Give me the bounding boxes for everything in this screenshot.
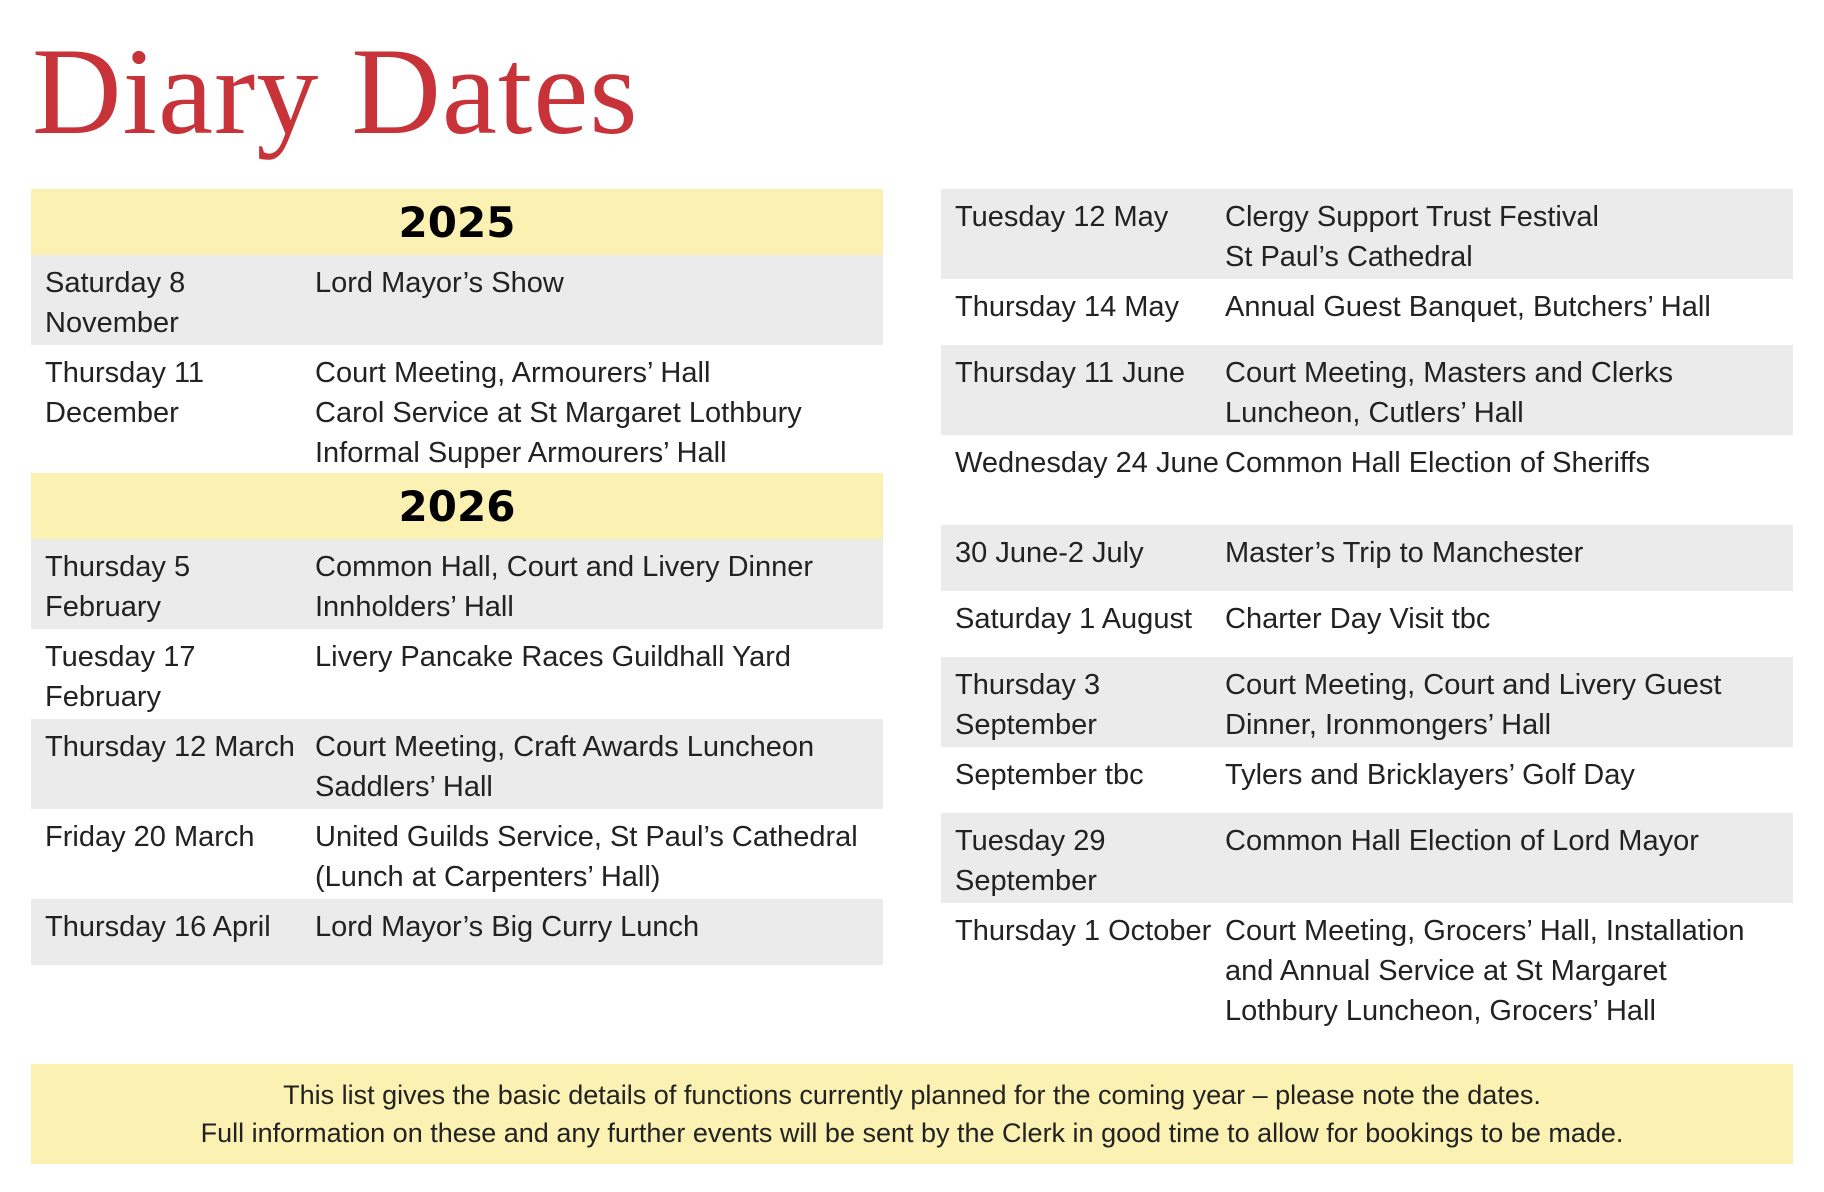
event-row [941,435,1793,525]
event-row [31,345,883,473]
event-row [31,255,883,345]
event-row [31,899,883,965]
event-description: Court Meeting, Grocers’ Hall, Installation and Annual Service at St Margaret Lothbury Luncheon, Grocers’ Hall [1225,915,1745,1027]
event-description: Common Hall Election of Sheriffs [1225,447,1650,479]
year-header-2026: 2026 [31,473,883,539]
event-description: Lord Mayor’s Big Curry Lunch [315,911,700,943]
event-description: Court Meeting, Masters and Clerks Luncheon, Cutlers’ Hall [1225,357,1674,429]
year-header-2025: 2025 [31,189,883,255]
event-description: Common Hall, Court and Livery Dinner Innholders’ Hall [315,551,814,623]
event-date: Wednesday 24 June [955,447,1219,479]
event-date: Tuesday 29 September [955,825,1106,897]
event-description: Common Hall Election of Lord Mayor [1225,825,1699,857]
event-row [941,279,1793,345]
event-date: Tuesday 12 May [955,201,1169,233]
event-date: Thursday 3 September [955,669,1101,741]
event-description: Tylers and Bricklayers’ Golf Day [1225,759,1635,791]
event-date: September tbc [955,759,1144,791]
event-date: Thursday 11 June [955,357,1185,389]
event-description: Court Meeting, Craft Awards Luncheon Saddlers’ Hall [315,731,815,803]
event-description: United Guilds Service, St Paul’s Cathedral (Lunch at Carpenters’ Hall) [315,821,858,893]
event-row [31,809,883,899]
event-row [31,539,883,629]
event-date: Thursday 16 April [45,911,271,943]
event-row [941,591,1793,657]
event-row [941,903,1793,1031]
page-title: Diary Dates [32,23,639,160]
event-description: Court Meeting, Armourers’ Hall Carol Service at St Margaret Lothbury Informal Supper Armourers’ Hall [315,357,802,469]
event-row [31,719,883,809]
event-date: Saturday 8 November [45,267,186,339]
event-description: Court Meeting, Court and Livery Guest Dinner, Ironmongers’ Hall [1225,669,1722,741]
event-row [941,525,1793,591]
event-date: 30 June-2 July [955,537,1144,569]
event-date: Saturday 1 August [955,603,1192,635]
event-date: Friday 20 March [45,821,255,853]
event-row [941,813,1793,903]
event-description: Annual Guest Banquet, Butchers’ Hall [1225,291,1711,323]
event-row [941,747,1793,813]
footer-line-2: Full information on these and any further events will be sent by the Clerk in good time to allow for bookings to be made. [200,1118,1624,1148]
event-date: Thursday 12 March [45,731,295,763]
event-row [941,345,1793,435]
footer-line-1: This list gives the basic details of functions currently planned for the coming year – please note the dates. [283,1080,1541,1110]
footer-note [31,1064,1793,1164]
event-row [31,629,883,719]
event-description: Lord Mayor’s Show [315,267,564,299]
event-description: Livery Pancake Races Guildhall Yard [315,641,792,673]
event-date: Thursday 11 December [45,357,205,429]
event-date: Tuesday 17 February [45,641,196,713]
right-column [941,189,1793,1031]
event-date: Thursday 14 May [955,291,1180,323]
event-description: Charter Day Visit tbc [1225,603,1491,635]
event-row [941,657,1793,747]
event-description: Clergy Support Trust Festival St Paul’s Cathedral [1225,201,1599,273]
event-date: Thursday 1 October [955,915,1212,947]
event-row [941,189,1793,279]
left-column [31,189,883,965]
event-description: Master’s Trip to Manchester [1225,537,1584,569]
event-date: Thursday 5 February [45,551,191,623]
